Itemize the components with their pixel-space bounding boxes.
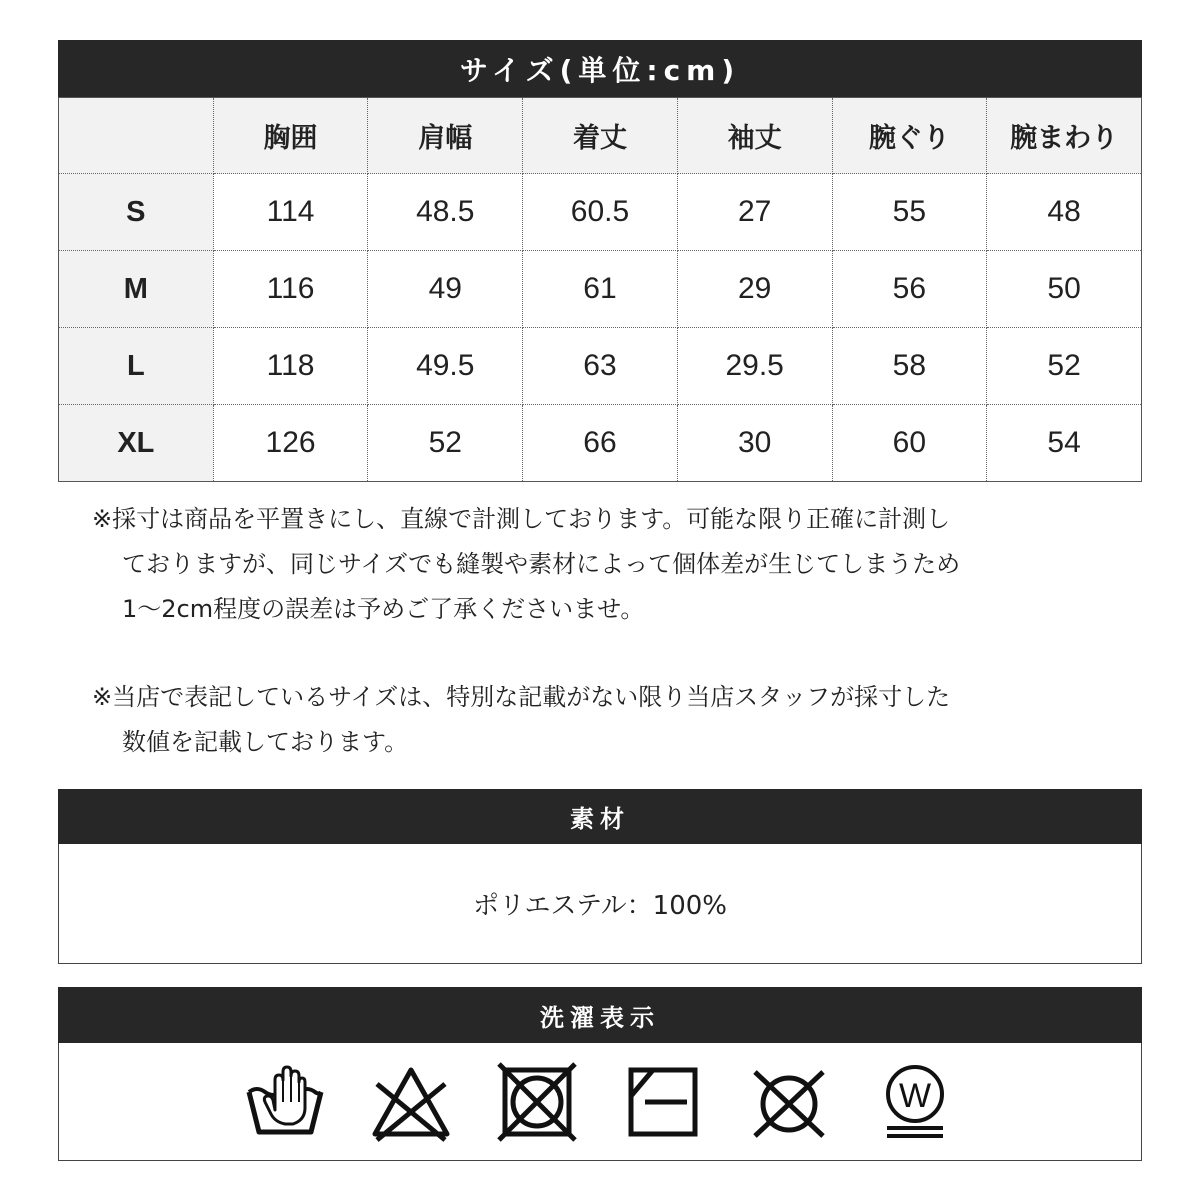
care-section-header xyxy=(58,987,1142,1043)
no-dry-clean-icon xyxy=(749,1062,829,1142)
table-cell: 58 xyxy=(832,328,987,405)
table-cell: 56 xyxy=(832,251,987,328)
size-section-header xyxy=(58,40,1142,97)
size-table-header-row xyxy=(59,98,1142,174)
column-header-shoulder: 肩幅 xyxy=(368,98,523,174)
table-cell: 49.5 xyxy=(368,328,523,405)
table-cell: 48 xyxy=(987,174,1142,251)
table-cell: 52 xyxy=(987,328,1142,405)
size-label: L xyxy=(59,328,214,405)
wet-clean-symbol: W xyxy=(898,1076,932,1115)
table-cell: 66 xyxy=(523,405,678,482)
table-row xyxy=(59,328,1142,405)
material-content-box xyxy=(58,844,1142,964)
size-label: M xyxy=(59,251,214,328)
table-cell: 27 xyxy=(677,174,832,251)
measurement-note xyxy=(92,497,1122,632)
care-section-title: 洗濯表示 xyxy=(540,1003,660,1032)
material-composition: ポリエステル：100% xyxy=(473,891,727,921)
note-line: 1～2cm程度の誤差は予めご了承くださいませ。 xyxy=(122,595,645,623)
table-cell: 30 xyxy=(677,405,832,482)
table-cell: 50 xyxy=(987,251,1142,328)
column-header-armhole: 腕ぐり xyxy=(832,98,987,174)
size-label: XL xyxy=(59,405,214,482)
table-cell: 126 xyxy=(213,405,368,482)
line-dry-shade-icon xyxy=(623,1062,703,1142)
table-row xyxy=(59,174,1142,251)
table-cell: 52 xyxy=(368,405,523,482)
table-cell: 29 xyxy=(677,251,832,328)
table-cell: 48.5 xyxy=(368,174,523,251)
size-label: S xyxy=(59,174,214,251)
note-line: 数値を記載しております。 xyxy=(122,728,409,756)
table-cell: 60.5 xyxy=(523,174,678,251)
table-row xyxy=(59,405,1142,482)
table-cell: 49 xyxy=(368,251,523,328)
no-bleach-icon xyxy=(371,1062,451,1142)
table-cell: 55 xyxy=(832,174,987,251)
table-cell: 118 xyxy=(213,328,368,405)
table-cell: 54 xyxy=(987,405,1142,482)
material-section-title: 素材 xyxy=(570,805,630,833)
note-line: ※採寸は商品を平置きにし、直線で計測しております。可能な限り正確に計測し xyxy=(92,505,951,533)
table-cell: 60 xyxy=(832,405,987,482)
size-table xyxy=(58,97,1142,482)
care-icons-box xyxy=(58,1043,1142,1161)
material-section-header xyxy=(58,789,1142,844)
table-cell: 61 xyxy=(523,251,678,328)
table-corner-cell xyxy=(59,98,214,174)
table-row xyxy=(59,251,1142,328)
column-header-chest: 胸囲 xyxy=(213,98,368,174)
size-source-note xyxy=(92,675,1122,765)
table-cell: 63 xyxy=(523,328,678,405)
table-cell: 29.5 xyxy=(677,328,832,405)
wet-clean-gentle-icon xyxy=(875,1062,955,1142)
no-tumble-dry-icon xyxy=(497,1062,577,1142)
column-header-sleeve: 袖丈 xyxy=(677,98,832,174)
hand-wash-icon xyxy=(245,1062,325,1142)
table-cell: 114 xyxy=(213,174,368,251)
column-header-length: 着丈 xyxy=(523,98,678,174)
column-header-arm-circumference: 腕まわり xyxy=(987,98,1142,174)
note-line: ておりますが、同じサイズでも縫製や素材によって個体差が生じてしまうため xyxy=(122,550,961,578)
size-section-title: サイズ(単位:cm) xyxy=(459,53,741,87)
note-line: ※当店で表記しているサイズは、特別な記載がない限り当店スタッフが採寸した xyxy=(92,683,951,711)
table-cell: 116 xyxy=(213,251,368,328)
